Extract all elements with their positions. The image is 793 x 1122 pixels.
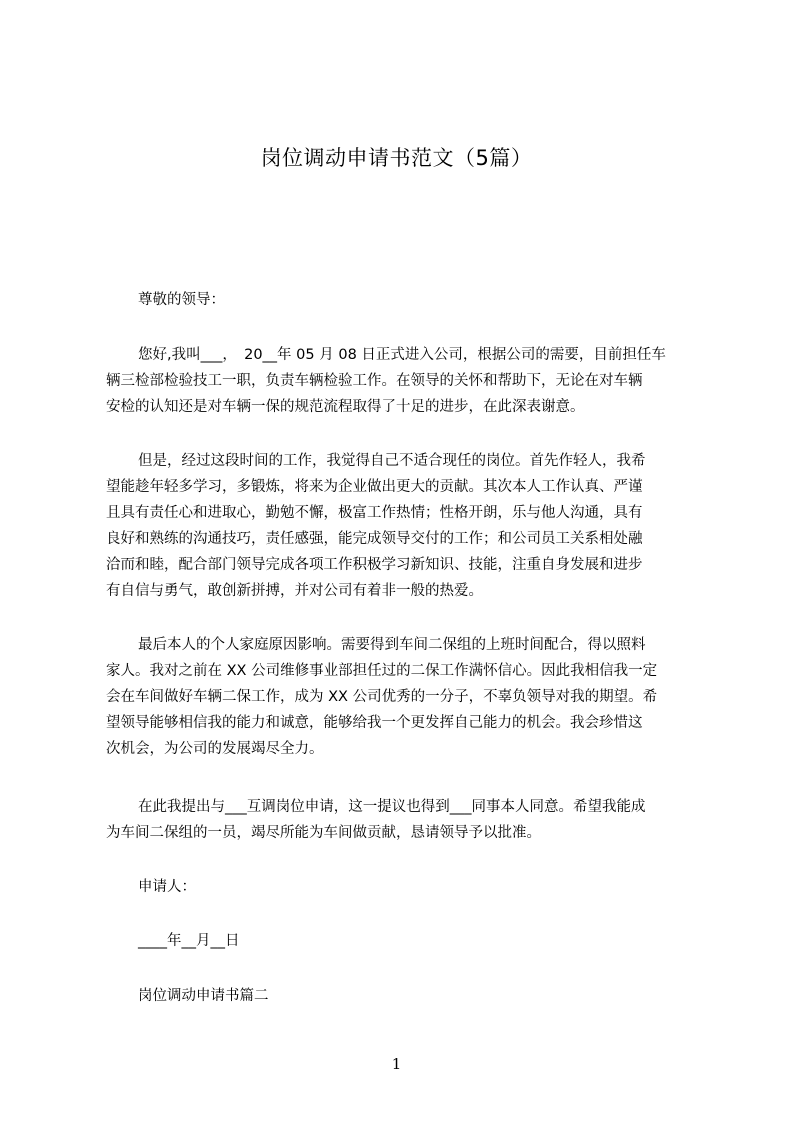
next-section-title: 岗位调动申请书篇二 bbox=[138, 988, 269, 1004]
paragraph-line: 但是，经过这段时间的工作，我觉得自己不适合现任的岗位。首先作轻人，我希 bbox=[138, 453, 646, 469]
paragraph-line: 家人。我对之前在 XX 公司维修事业部担任过的二保工作满怀信心。因此我相信我一定 bbox=[106, 663, 658, 679]
paragraph-line: 最后本人的个人家庭原因影响。需要得到车间二保组的上班时间配合，得以照料 bbox=[138, 637, 646, 653]
paragraph-line: 在此我提出与___互调岗位申请，这一提议也得到___同事本人同意。希望我能成 bbox=[138, 799, 646, 815]
paragraph-line: 会在车间做好车辆二保工作，成为 XX 公司优秀的一分子，不辜负领导对我的期望。希 bbox=[106, 689, 658, 705]
salutation-text: 尊敬的领导： bbox=[138, 292, 225, 308]
paragraph-line: 且具有责任心和进取心，勤勉不懈，极富工作热情；性格开朗，乐与他人沟通，具有 bbox=[106, 505, 643, 521]
paragraph-line: 安检的认知还是对车辆一保的规范流程取得了十足的进步，在此深表谢意。 bbox=[106, 399, 585, 415]
paragraph-2 bbox=[106, 448, 700, 604]
paragraph-line: 您好,我叫___， 20__年 05 月 08 日正式进入公司，根据公司的需要，目前担任车 bbox=[138, 347, 666, 363]
paragraph-line: 有自信与勇气，敢创新拼搏，并对公司有着非一般的热爱。 bbox=[106, 583, 483, 599]
paragraph-line: 次机会，为公司的发展竭尽全力。 bbox=[106, 741, 324, 757]
date-block bbox=[106, 928, 700, 954]
applicant-label: 申请人： bbox=[138, 879, 196, 895]
paragraph-line: 为车间二保组的一员，竭尽所能为车间做贡献，恳请领导予以批准。 bbox=[106, 825, 541, 841]
applicant-signature bbox=[106, 874, 700, 900]
salutation bbox=[106, 287, 700, 313]
paragraph-4 bbox=[106, 794, 700, 846]
page-number: 1 bbox=[391, 1055, 402, 1073]
paragraph-1 bbox=[106, 342, 700, 420]
paragraph-line: 望能趁年轻多学习，多锻炼，将来为企业做出更大的贡献。其次本人工作认真、严谨 bbox=[106, 479, 643, 495]
document-title: 岗位调动申请书范文（5篇） bbox=[260, 146, 533, 170]
paragraph-3 bbox=[106, 632, 700, 762]
date-line: ____年__月__日 bbox=[138, 933, 240, 949]
paragraph-line: 辆三检部检验技工一职，负责车辆检验工作。在领导的关怀和帮助下，无论在对车辆 bbox=[106, 373, 643, 389]
paragraph-line: 洽而和睦，配合部门领导完成各项工作积极学习新知识、技能，注重自身发展和进步 bbox=[106, 557, 643, 573]
paragraph-line: 望领导能够相信我的能力和诚意，能够给我一个更发挥自己能力的机会。我会珍惜这 bbox=[106, 715, 643, 731]
next-section bbox=[106, 983, 700, 1009]
paragraph-line: 良好和熟练的沟通技巧，责任感强，能完成领导交付的工作；和公司员工关系相处融 bbox=[106, 531, 643, 547]
